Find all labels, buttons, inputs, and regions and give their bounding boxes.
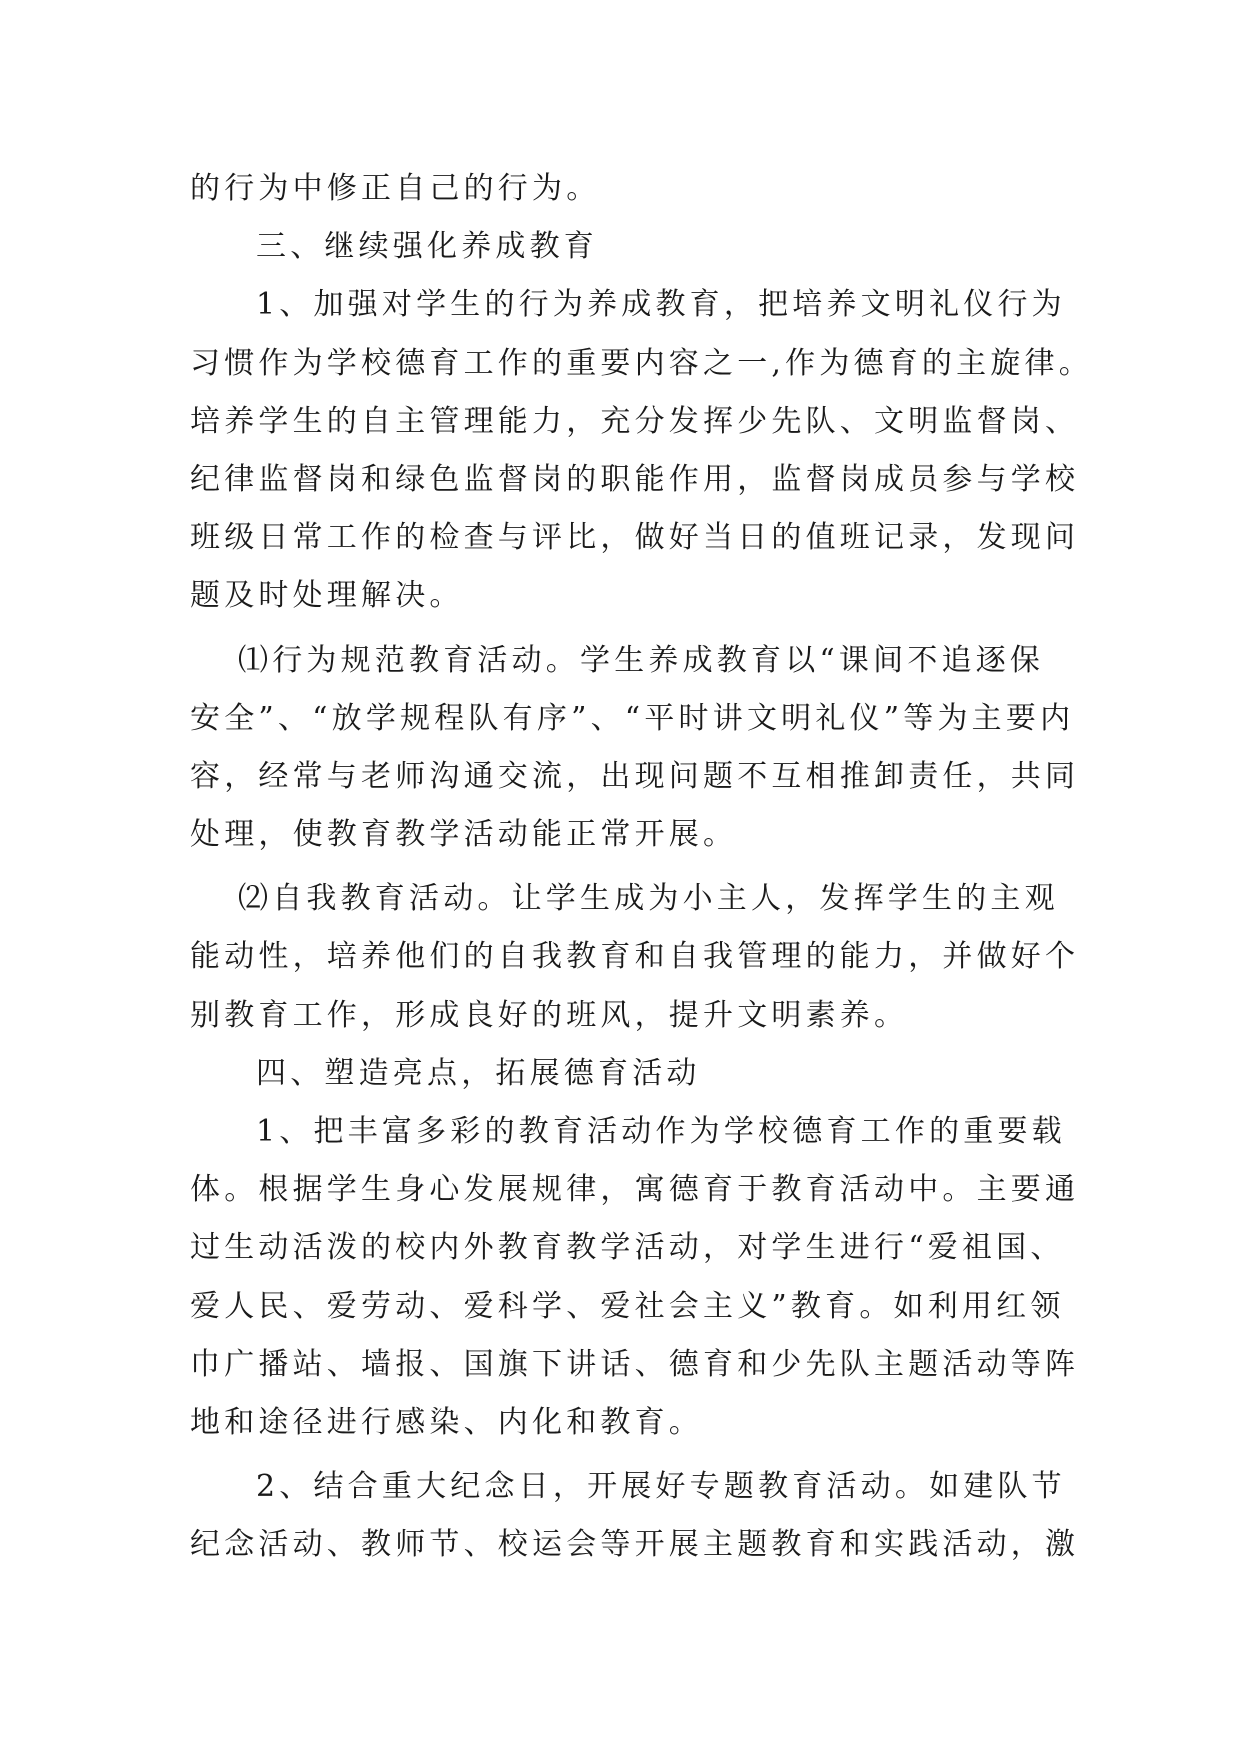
text-line: 体。根据学生身心发展规律，寓德育于教育活动中。主要通 xyxy=(190,1172,1080,1208)
text-line: 安全”、“放学规程队有序”、“平时讲文明礼仪”等为主要内 xyxy=(190,700,1075,736)
text-line: 的行为中修正自己的行为。 xyxy=(190,171,601,206)
text-line: 容，经常与老师沟通交流，出现问题不互相推卸责任，共同 xyxy=(190,758,1080,794)
text-line: 1、把丰富多彩的教育活动作为学校德育工作的重要载 xyxy=(256,1114,1066,1149)
text-line: 巾广播站、墙报、国旗下讲话、德育和少先队主题活动等阵 xyxy=(190,1346,1080,1382)
text-line: 纪念活动、教师节、校运会等开展主题教育和实践活动，激 xyxy=(190,1527,1080,1563)
text-line: ⑵自我教育活动。让学生成为小主人，发挥学生的主观 xyxy=(238,881,1059,917)
text-line: 爱人民、爱劳动、爱科学、爱社会主义”教育。如利用红领 xyxy=(190,1288,1065,1324)
text-line: 过生动活泼的校内外教育教学活动，对学生进行“爱祖国、 xyxy=(190,1230,1065,1266)
text-line: 纪律监督岗和绿色监督岗的职能作用，监督岗成员参与学校 xyxy=(190,461,1080,497)
text-line: 习惯作为学校德育工作的重要内容之一,作为德育的主旋律。 xyxy=(190,345,1093,381)
section-heading-3: 三、继续强化养成教育 xyxy=(256,229,598,265)
text-line: 地和途径进行感染、内化和教育。 xyxy=(190,1404,703,1440)
text-line: 能动性，培养他们的自我教育和自我管理的能力，并做好个 xyxy=(190,939,1080,975)
document-body xyxy=(190,160,1093,1575)
text-line: ⑴行为规范教育活动。学生养成教育以“课间不追逐保 xyxy=(238,642,1045,678)
text-line: 培养学生的自主管理能力，充分发挥少先队、文明监督岗、 xyxy=(190,403,1080,439)
text-line: 1、加强对学生的行为养成教育，把培养文明礼仪行为 xyxy=(256,287,1066,323)
text-line: 处理，使教育教学活动能正常开展。 xyxy=(190,817,738,853)
text-line: 别教育工作，形成良好的班风，提升文明素养。 xyxy=(190,997,909,1033)
text-line: 2、结合重大纪念日，开展好专题教育活动。如建队节 xyxy=(256,1469,1066,1505)
text-line: 题及时处理解决。 xyxy=(190,578,464,614)
section-heading-4: 四、塑造亮点，拓展德育活动 xyxy=(256,1055,701,1091)
text-line: 班级日常工作的检查与评比，做好当日的值班记录，发现问 xyxy=(190,520,1080,556)
